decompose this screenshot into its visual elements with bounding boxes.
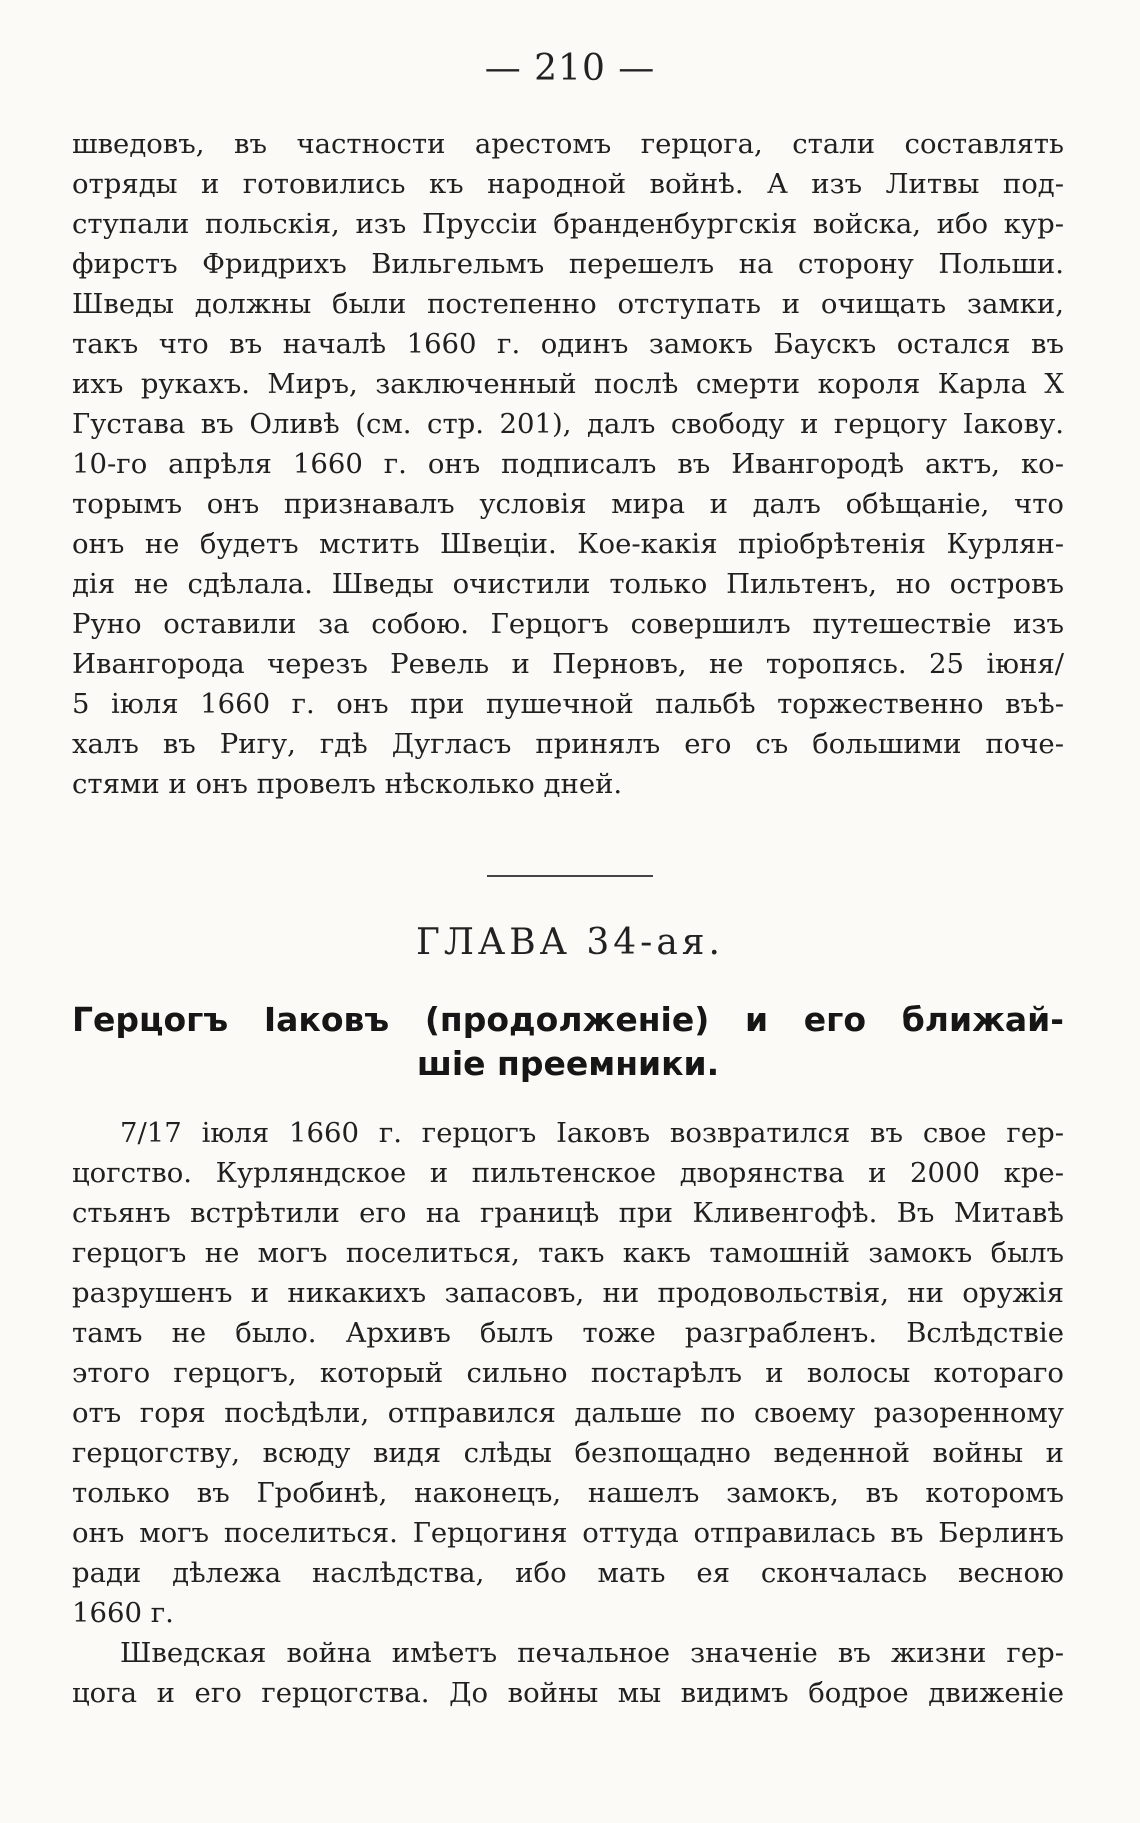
text-line: разрушенъ и никакихъ запасовъ, ни продовольствія, ни оружія [72,1277,1064,1309]
text-line: Густава въ Оливѣ (см. стр. 201), далъ свободу и герцогу Іакову. [72,408,1064,440]
text-line: стями и онъ провелъ нѣсколько дней. [72,768,623,800]
text-line: 5 іюля 1660 г. онъ при пушечной пальбѣ торжественно въѣ- [72,688,1064,720]
chapter-heading: ГЛАВА 34-ая. [416,922,724,963]
text-line: Ивангорода черезъ Ревель и Перновъ, не торопясь. 25 іюня/ [72,648,1064,680]
chapter-title-line: Герцогъ Іаковъ (продолженіе) и его ближай- [72,1000,1064,1039]
text-line: такъ что въ началѣ 1660 г. одинъ замокъ Баускъ остался въ [72,328,1064,360]
text-line: ихъ рукахъ. Миръ, заключенный послѣ смерти короля Карла X [72,368,1064,400]
paragraph-2 [72,1113,1064,1713]
text-line: 1660 г. [72,1597,174,1629]
text-line: 10-го апрѣля 1660 г. онъ подписалъ въ Ивангородѣ актъ, ко- [72,448,1064,480]
text-line: Руно оставили за собою. Герцогъ совершилъ путешествіе изъ [72,608,1064,640]
paragraph-1 [72,124,1064,804]
page-number: — 210 — [484,48,656,89]
text-line: герцогъ не могъ поселиться, такъ какъ тамошній замокъ былъ [72,1237,1064,1269]
text-line: халъ въ Ригу, гдѣ Дугласъ принялъ его съ большими поче- [72,728,1064,760]
text-line: только въ Гробинѣ, наконецъ, нашелъ замокъ, въ которомъ [72,1477,1064,1509]
text-line: ступали польскія, изъ Пруссіи бранденбургскія войска, ибо кур- [72,208,1064,240]
text-line: этого герцогъ, который сильно постарѣлъ и волосы котораго [72,1357,1064,1389]
text-line: тамъ не было. Архивъ былъ тоже разграбленъ. Вслѣдствіе [72,1317,1064,1349]
text-line: торымъ онъ признавалъ условія мира и далъ обѣщаніе, что [72,488,1064,520]
text-line: цога и его герцогства. До войны мы видимъ бодрое движеніе [72,1677,1064,1709]
text-line: Шведы должны были постепенно отступать и очищать замки, [72,288,1064,320]
section-divider [487,875,653,877]
text-line: стьянъ встрѣтили его на границѣ при Кливенгофѣ. Въ Митавѣ [72,1197,1064,1229]
text-line: цогство. Курляндское и пильтенское дворянства и 2000 кре- [72,1157,1064,1189]
text-line: ради дѣлежа наслѣдства, ибо мать ея скончалась весною [72,1557,1064,1589]
text-line: 7/17 іюля 1660 г. герцогъ Іаковъ возвратился въ свое гер- [120,1117,1064,1149]
text-line: шведовъ, въ частности арестомъ герцога, стали составлять [72,128,1064,160]
text-line: герцогству, всюду видя слѣды безпощадно веденной войны и [72,1437,1064,1469]
text-line: Шведская война имѣетъ печальное значеніе въ жизни гер- [120,1637,1064,1669]
text-line: онъ не будетъ мстить Швеціи. Кое-какія пріобрѣтенія Курлян- [72,528,1064,560]
text-line: отъ горя посѣдѣли, отправился дальше по своему разоренному [72,1397,1064,1429]
text-line: отряды и готовились къ народной войнѣ. А изъ Литвы под- [72,168,1064,200]
text-line: дія не сдѣлала. Шведы очистили только Пильтенъ, но островъ [72,568,1064,600]
chapter-title-line: шіе преемники. [416,1044,720,1083]
chapter-title [72,998,1064,1086]
text-line: онъ могъ поселиться. Герцогиня оттуда отправилась въ Берлинъ [72,1517,1064,1549]
text-line: фирстъ Фридрихъ Вильгельмъ перешелъ на сторону Польши. [72,248,1064,280]
